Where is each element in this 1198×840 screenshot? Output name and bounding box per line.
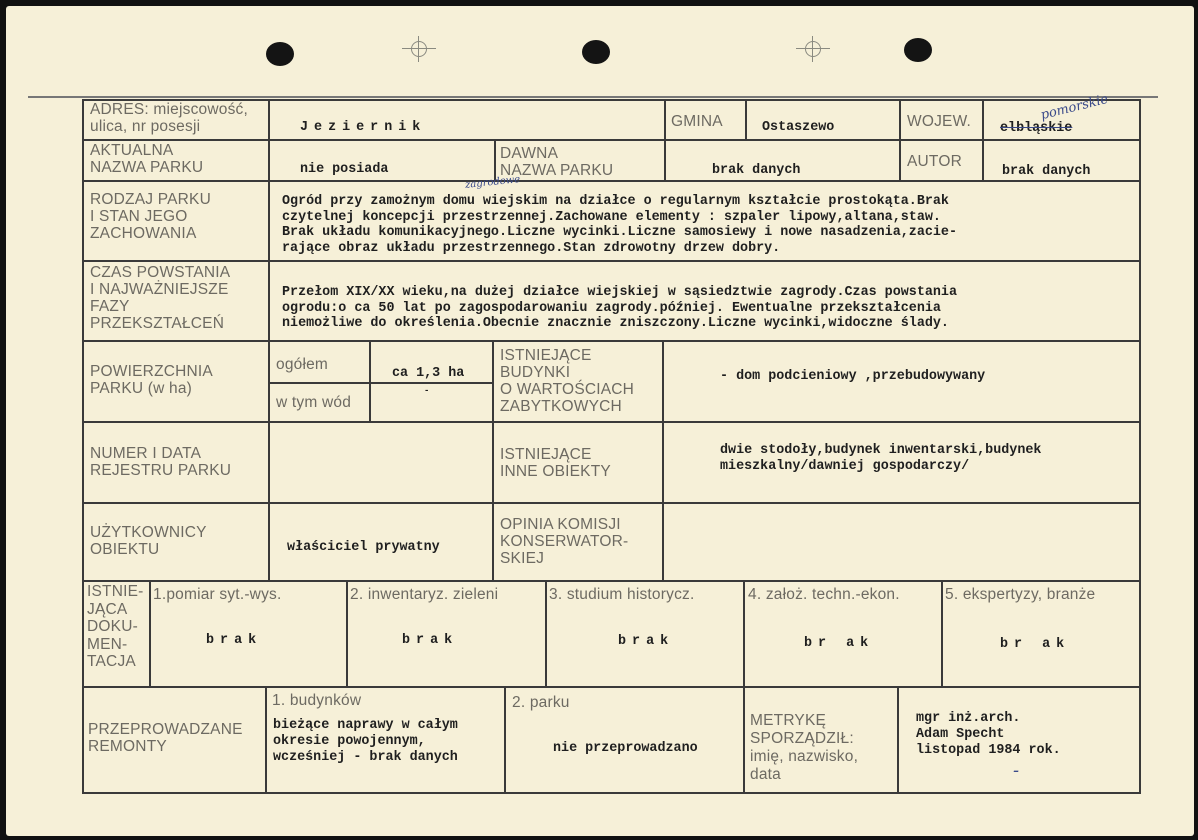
repairs-park-value: nie przeprowadzano (553, 741, 698, 756)
author-label: AUTOR (907, 153, 962, 170)
other-objects-value: dwie stodoły,budynek inwentarski,budynek mieszkalny/dawniej gospodarczy/ (720, 443, 1042, 474)
current-name-label: AKTUALNA NAZWA PARKU (90, 142, 204, 176)
documentation-item-value: brak (402, 633, 459, 648)
gmina-label: GMINA (671, 113, 723, 130)
documentation-item-label: 4. założ. techn.-ekon. (748, 586, 900, 603)
documentation-item-label: 2. inwentaryz. zieleni (350, 586, 499, 603)
documentation-item-value: br ak (804, 636, 875, 651)
current-name-value: nie posiada (300, 162, 389, 177)
park-type-label: RODZAJ PARKU I STAN JEGO ZACHOWANIA (90, 191, 211, 242)
users-label: UŻYTKOWNICY OBIEKTU (90, 524, 207, 558)
historic-buildings-label: ISTNIEJĄCE BUDYNKI O WARTOŚCIACH ZABYTKOWYCH (500, 347, 635, 415)
former-name-value: brak danych (712, 163, 801, 178)
repairs-label: PRZEPROWADZANE REMONTY (88, 721, 243, 755)
documentation-item-label: 5. ekspertyzy, branże (945, 586, 1096, 603)
repairs-buildings-value: bieżące naprawy w całym okresie powojennym, wcześniej - brak danych (273, 718, 458, 765)
metric-label: METRYKĘ SPORZĄDZIŁ: imię, nazwisko, data (750, 712, 859, 783)
documentation-label: ISTNIE- JĄCA DOKU- MEN- TACJA (87, 583, 144, 670)
documentation-item-label: 1.pomiar syt.-wys. (153, 586, 282, 603)
documentation-item-label: 3. studium historycz. (549, 586, 695, 603)
documentation-item-value: br ak (1000, 637, 1071, 652)
area-water-value: - (424, 386, 430, 396)
wojew-handwritten-note: pomorskie (1039, 91, 1110, 124)
gmina-value: Ostaszewo (762, 120, 835, 135)
park-type-handwritten-note: zagrodowe (464, 174, 521, 191)
metric-value: mgr inż.arch. Adam Specht listopad 1984 rok. (916, 711, 1061, 758)
former-name-label: DAWNA NAZWA PARKU (500, 145, 614, 179)
area-label: POWIERZCHNIA PARKU (w ha) (90, 363, 213, 397)
register-label: NUMER I DATA REJESTRU PARKU (90, 445, 232, 479)
wojew-value: elbląskie (1000, 121, 1073, 136)
area-total-value: ca 1,3 ha (392, 366, 465, 381)
address-value: Jeziernik (300, 120, 427, 135)
historic-buildings-value: - dom podcieniowy ,przebudowywany (720, 369, 986, 384)
area-water-label: w tym wód (276, 394, 352, 411)
documentation-item-value: brak (618, 634, 675, 649)
repairs-buildings-label: 1. budynków (272, 692, 362, 709)
users-value: właściciel prywatny (287, 540, 440, 555)
documentation-item-value: brak (206, 633, 263, 648)
repairs-park-label: 2. parku (512, 694, 570, 711)
address-label: ADRES: miejscowość, ulica, nr posesji (90, 101, 248, 135)
origin-value: Przełom XIX/XX wieku,na dużej działce wiejskiej w sąsiedztwie zagrody.Czas powstania ogrodu:o ca 50 lat po zagospodarowaniu zagrody.później. Ewentualne przekształcenia niemożliwe do określenia.Obecnie znacznie zniszczony.Liczne wycinki,widoczne ślady. (282, 285, 957, 331)
author-value: brak danych (1002, 164, 1091, 179)
other-objects-label: ISTNIEJĄCE INNE OBIEKTY (500, 446, 611, 480)
origin-label: CZAS POWSTANIA I NAJWAŻNIEJSZE FAZY PRZEKSZTAŁCEŃ (90, 264, 231, 332)
park-type-value: Ogród przy zamożnym domu wiejskim na działce o regularnym kształcie prostokąta.Brak czytelnej koncepcji przestrzennej.Zachowane elementy : szpaler lipowy,altana,staw. Brak układu komunikacyjnego.Liczne wycinki.Liczne samosiewy i nowe nasadzenia,zacie- rające obraz układu przestrzennego.Stan zdrowotny drzew dobry. (282, 194, 957, 256)
commission-label: OPINIA KOMISJI KONSERWATOR- SKIEJ (500, 516, 629, 567)
area-total-label: ogółem (276, 356, 329, 373)
wojew-label: WOJEW. (907, 113, 972, 130)
metric-handwritten-mark: - (1013, 760, 1020, 781)
